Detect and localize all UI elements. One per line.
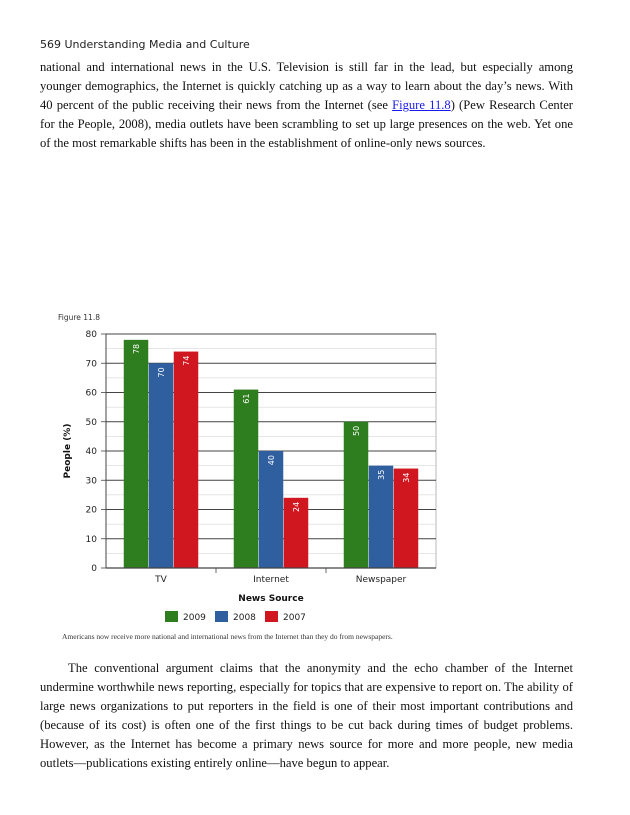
x-tick-label: TV (155, 575, 167, 585)
y-tick-label: 80 (85, 330, 97, 340)
x-tick-label: Internet (253, 575, 289, 585)
legend-label: 2007 (283, 613, 306, 623)
x-tick-label: Newspaper (355, 575, 407, 585)
y-tick-label: 20 (85, 505, 97, 516)
y-tick-label: 60 (85, 388, 97, 399)
legend-swatch-2008 (215, 611, 228, 622)
bar-value-label: 24 (292, 501, 301, 512)
bar-internet-2008 (259, 451, 284, 568)
y-tick-label: 50 (85, 417, 97, 428)
bar-tv-2007 (174, 352, 199, 568)
bar-tv-2009 (124, 340, 149, 568)
bar-value-label: 70 (157, 367, 166, 378)
y-axis-title: People (%) (63, 423, 73, 479)
legend-swatch-2007 (265, 611, 278, 622)
bar-value-label: 34 (402, 472, 411, 483)
y-tick-label: 0 (91, 564, 97, 574)
chart-legend (165, 611, 306, 623)
bar-value-label: 61 (242, 393, 251, 404)
paragraph-intro-text-a: national and international news in the U.S. Television is still far in the lead, but especially among younger demographics, the Internet is quickly catching up as a way to learn about the day’s news. With 40 percent of the public receiving their news from the Internet (see (40, 60, 573, 112)
bar-value-label: 40 (267, 455, 276, 466)
page-header: 569 Understanding Media and Culture (40, 38, 250, 51)
figure-label: Figure 11.8 (58, 313, 100, 322)
bar-internet-2009 (234, 390, 259, 568)
legend-label: 2009 (183, 613, 206, 623)
x-axis-title: News Source (238, 594, 304, 604)
legend-label: 2008 (233, 613, 256, 623)
bar-tv-2008 (149, 363, 174, 568)
paragraph-intro-text-b: ) (Pew Research Center for the People, 2008), media outlets have been scrambling to set up large presences on the web. Yet one of the most remarkable shifts has been in the establishment of online-only news sources. (40, 98, 573, 150)
bar-value-label: 35 (377, 469, 386, 480)
y-tick-label: 40 (85, 447, 97, 457)
paragraph-intro (40, 58, 573, 153)
y-tick-label: 10 (85, 534, 97, 545)
bar-value-label: 78 (132, 343, 141, 355)
y-tick-label: 30 (85, 476, 97, 487)
bar-newspaper-2009 (344, 422, 369, 568)
bar-value-label: 74 (182, 355, 191, 366)
bar-newspaper-2008 (369, 466, 394, 568)
bar-value-label: 50 (352, 425, 361, 436)
figure-caption: Americans now receive more national and international news from the Internet than they do from newspapers. (62, 632, 393, 641)
figure-link[interactable]: Figure 11.8 (392, 98, 451, 112)
paragraph-body: The conventional argument claims that the anonymity and the echo chamber of the Internet undermine worthwhile news reporting, especially for topics that are expensive to report on. The ability of large news organizations to put reporters in the field is one of their most important contributions and (because of its cost) is often one of the first things to be cut back during times of budget problems. However, as the Internet has become a primary news source for more and more people, new media outlets—publications existing entirely online—have begun to appear. (40, 661, 573, 770)
legend-swatch-2009 (165, 611, 178, 622)
bar-chart (56, 322, 456, 632)
y-tick-label: 70 (85, 359, 97, 370)
